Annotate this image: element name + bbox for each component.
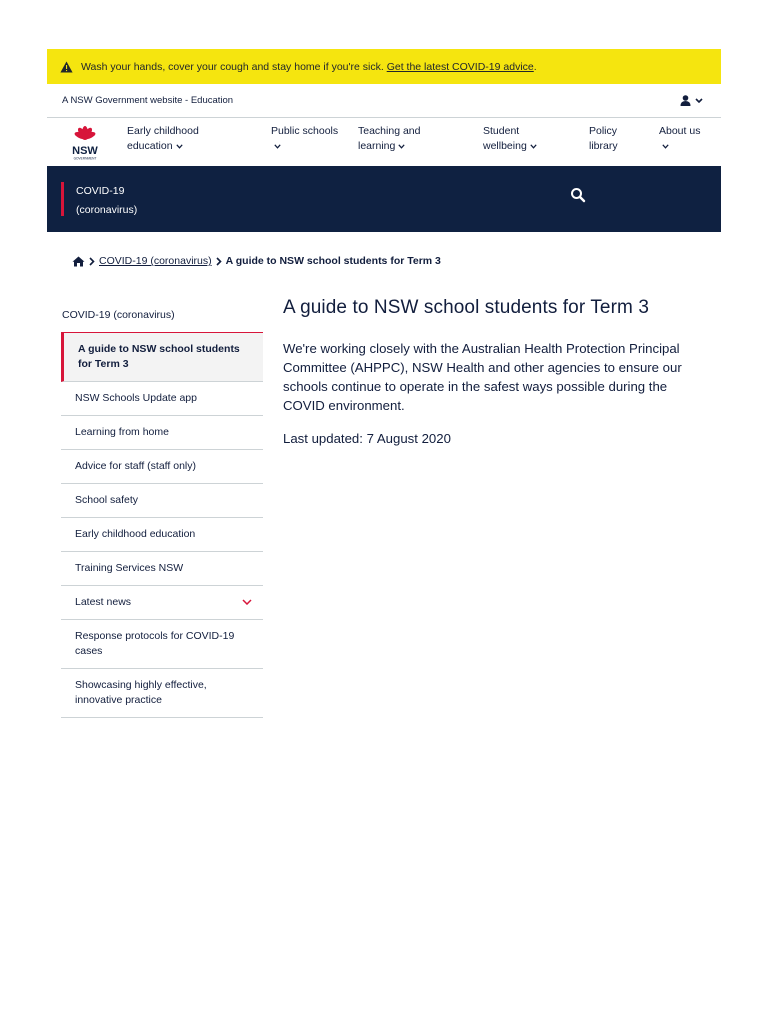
chevron-down-icon[interactable] bbox=[242, 599, 252, 605]
sidebar-item-guide-term3[interactable]: A guide to NSW school students for Term 3 bbox=[61, 332, 263, 382]
chevron-down-icon bbox=[274, 144, 281, 149]
covid-alert-banner bbox=[47, 49, 721, 84]
covid-advice-link[interactable]: Get the latest COVID-19 advice bbox=[386, 60, 534, 73]
sidebar-item-response-protocols[interactable]: Response protocols for COVID-19 cases bbox=[61, 620, 263, 669]
search-icon[interactable] bbox=[570, 187, 586, 203]
sidebar-item-latest-news[interactable] bbox=[61, 586, 263, 620]
sidebar-item-training-services[interactable]: Training Services NSW bbox=[61, 552, 263, 586]
sidebar-item-label: Latest news bbox=[75, 596, 132, 608]
nsw-government-logo[interactable] bbox=[65, 123, 105, 161]
breadcrumb-parent-link[interactable]: COVID-19 (coronavirus) bbox=[99, 255, 212, 267]
sidebar-navigation bbox=[61, 305, 263, 718]
sidebar-item-learning-from-home[interactable]: Learning from home bbox=[61, 416, 263, 450]
chevron-right-icon bbox=[89, 257, 95, 266]
breadcrumb bbox=[72, 255, 441, 267]
sidebar-item-showcasing-practice[interactable]: Showcasing highly effective, innovative practice bbox=[61, 669, 263, 718]
government-bar bbox=[47, 84, 721, 118]
gov-website-text: A NSW Government website - Education bbox=[62, 95, 234, 106]
nav-teaching-learning[interactable]: Teaching and learning bbox=[358, 125, 421, 152]
main-navigation bbox=[47, 118, 721, 166]
chevron-down-icon bbox=[695, 98, 703, 103]
nav-student-wellbeing[interactable]: Student wellbeing bbox=[483, 124, 537, 154]
sidebar-item-school-safety[interactable]: School safety bbox=[61, 484, 263, 518]
svg-text:NSW: NSW bbox=[72, 145, 98, 157]
alert-message: Wash your hands, cover your cough and stay home if you're sick. bbox=[81, 60, 384, 73]
chevron-down-icon bbox=[530, 144, 537, 149]
sidebar-title-link[interactable]: COVID-19 (coronavirus) bbox=[62, 309, 175, 321]
page-title: A guide to NSW school students for Term 3 bbox=[283, 297, 649, 318]
section-header-band bbox=[47, 166, 721, 232]
intro-paragraph: We're working closely with the Australian Health Protection Principal Committee (AHPPC), NSW Health and other agencies to ensure our schools continue to operate in the safest ways possible during the COVID environment. bbox=[283, 341, 682, 413]
last-updated: Last updated: 7 August 2020 bbox=[283, 431, 451, 446]
sidebar-item-advice-for-staff[interactable]: Advice for staff (staff only) bbox=[61, 450, 263, 484]
alert-trailing: . bbox=[533, 60, 537, 73]
user-menu-button[interactable] bbox=[680, 95, 703, 106]
warning-icon bbox=[60, 61, 73, 73]
chevron-down-icon bbox=[176, 144, 183, 149]
sidebar-item-schools-update-app[interactable]: NSW Schools Update app bbox=[61, 382, 263, 416]
nav-policy-library[interactable]: Policy library bbox=[589, 125, 618, 152]
main-content bbox=[283, 297, 703, 462]
chevron-down-icon bbox=[662, 144, 669, 149]
user-icon bbox=[680, 95, 691, 106]
nav-early-childhood[interactable]: Early childhood education bbox=[127, 125, 199, 152]
nav-about-us[interactable]: About us bbox=[659, 124, 700, 154]
sidebar-item-early-childhood[interactable]: Early childhood education bbox=[61, 518, 263, 552]
home-icon[interactable] bbox=[72, 256, 85, 267]
nav-public-schools[interactable]: Public schools bbox=[271, 124, 338, 154]
section-covid-link[interactable]: COVID-19 (coronavirus) bbox=[61, 182, 137, 216]
svg-text:GOVERNMENT: GOVERNMENT bbox=[73, 156, 97, 161]
chevron-down-icon bbox=[398, 144, 405, 149]
chevron-right-icon bbox=[216, 257, 222, 266]
breadcrumb-current: A guide to NSW school students for Term 3 bbox=[225, 255, 441, 267]
